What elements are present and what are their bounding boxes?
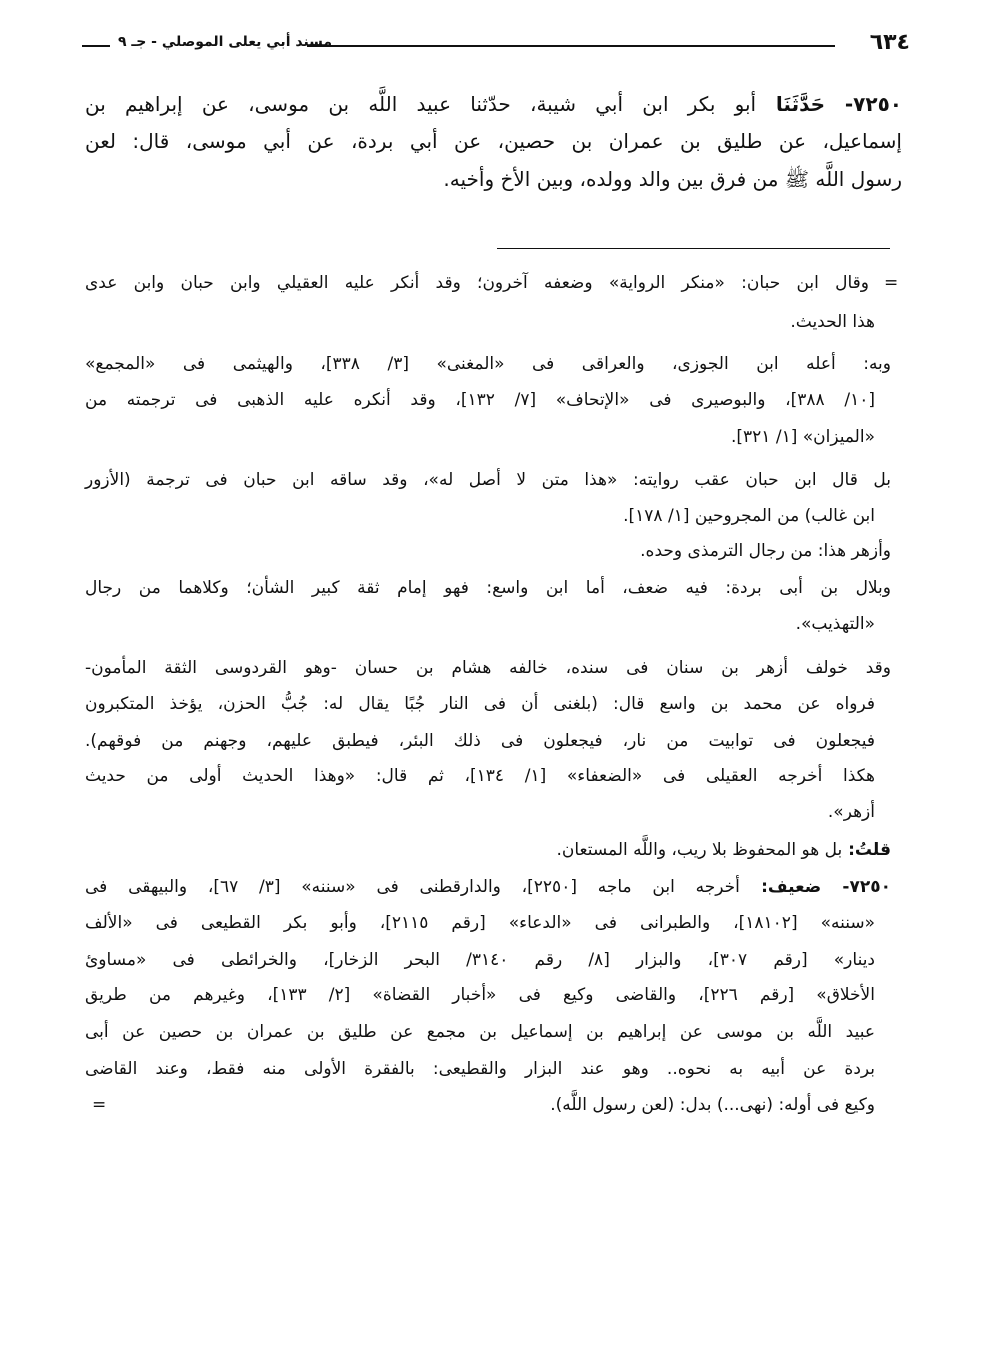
footnote-line: أزهر». bbox=[827, 802, 875, 822]
running-title: مسند أبي يعلى الموصلي - جـ ٩ bbox=[118, 34, 333, 50]
footnote-line: ابن غالب) من المجروحين [١/ ١٧٨]. bbox=[623, 506, 875, 526]
main-text-line: ٧٢٥٠- حَدَّثَنَا أبو بكر ابن أبي شيبة، حدّثنا عبيد اللَّه بن موسى، عن إبراهيم بن bbox=[85, 92, 902, 116]
footnote-line: ٧٢٥٠- ضعيف: أخرجه ابن ماجه [٢٢٥٠]، والدارقطنى فى «سننه» [٣/ ٦٧]، والبيهقى فى bbox=[85, 877, 892, 897]
footnote-line: [١٠/ ٣٨٨]، والبوصيرى فى «الإتحاف» [٧/ ١٣٢]، وقد أنكره عليه الذهبى فى ترجمته من bbox=[85, 390, 875, 410]
header-rule bbox=[307, 45, 835, 47]
continued-mark: = bbox=[92, 1095, 107, 1115]
footnote-divider bbox=[497, 248, 890, 249]
page-number: ٦٣٤ bbox=[869, 30, 910, 55]
footnote-line: وقال ابن حبان: «منكر الرواية» وضعفه آخرون؛ وقد أنكر عليه العقيلي وابن حبان وابن عدى bbox=[85, 273, 869, 293]
footnote-line: «التهذيب». bbox=[795, 614, 875, 634]
footnote-line: بردة عن أبيه به نحوه.. وهو عند البزار والقطيعى: بالفقرة الأولى منه فقط، وعند القاضى bbox=[85, 1059, 875, 1079]
footnote-line: هذا الحديث. bbox=[790, 312, 875, 332]
footnote-line: وبه: أعله ابن الجوزى، والعراقى فى «المغنى» [٣/ ٣٣٨]، والهيثمى فى «المجمع» bbox=[85, 354, 892, 374]
footnote-line: قلتُ: بل هو المحفوظ بلا ريب، واللَّه المستعان. bbox=[556, 840, 891, 860]
footnote-line: عبيد اللَّه بن موسى عن إبراهيم بن إسماعيل بن مجمع عن طليق بن عمران بن حصين عن أبى bbox=[85, 1022, 875, 1042]
footnote-line: بل قال ابن حبان عقب روايته: «هذا متن لا أصل له»، وقد ساقه ابن حبان فى ترجمة (الأزور bbox=[85, 470, 891, 490]
footnote-line: وقد خولف أزهر بن سنان فى سنده، خالفه هشام بن حسان -وهو القردوسى الثقة المأمون- bbox=[85, 658, 891, 678]
footnote-label: قلتُ: bbox=[842, 840, 891, 860]
main-text-line: رسول اللَّه ﷺ من فرق بين والد وولده، وبين الأخ وأخيه. bbox=[443, 167, 902, 191]
footnote-line: «سننه» [١٨١٠٢]، والطبرانى فى «الدعاء» [رقم ٢١١٥]، وأبو بكر القطيعى فى «الألف bbox=[85, 913, 875, 933]
footnote-line: هكذا أخرجه العقيلى فى «الضعفاء» [١/ ١٣٤]، ثم قال: «وهذا الحديث أولى من حديث bbox=[85, 766, 876, 786]
footnote-label: ٧٢٥٠- ضعيف: bbox=[739, 877, 892, 897]
footnote-line: دينار» [رقم ٣٠٧]، والبزار [٨/ رقم ٣١٤٠/ البحر الزخار]، والخرائطى فى «مساوئ bbox=[85, 950, 875, 970]
page-header bbox=[82, 30, 910, 60]
footnote-line: الأخلاق» [رقم ٢٢٦]، والقاضى وكيع فى «أخبار القضاة» [٢/ ١٣٣]، وغيرهم من طريق bbox=[85, 985, 875, 1005]
footnote-line: «الميزان» [١/ ٣٢١]. bbox=[730, 427, 875, 447]
footnote-line: وبلال بن أبى بردة: فيه ضعف، أما ابن واسع: فهو إمام ثقة كبير الشأن؛ وكلاهما من رجال bbox=[85, 578, 891, 598]
main-text-line: إسماعيل، عن طليق بن عمران بن حصين، عن أبي بردة، عن أبي موسى، قال: لعن bbox=[85, 129, 902, 153]
footnote-line: وأزهر هذا: من رجال الترمذى وحده. bbox=[640, 541, 891, 561]
footnote-line: فيجعلون فى توابيت من نار، فيجعلون فى ذلك البئر، فيطبق عليهم، وجهنم من فوقهم). bbox=[85, 731, 875, 751]
footnote-line: وكيع فى أوله: (نهى...) بدل: (لعن رسول اللَّه). bbox=[550, 1095, 875, 1115]
continuation-mark: = bbox=[884, 273, 899, 293]
footnote-line: فرواه عن محمد بن واسع قال: (بلغنى أن فى النار جُبًا يقال له: جُبُّ الحزن، يؤخذ المتكبرون bbox=[85, 694, 875, 714]
hadith-number: ٧٢٥٠- حَدَّثَنَا bbox=[756, 92, 902, 116]
header-rule-end bbox=[82, 45, 110, 47]
